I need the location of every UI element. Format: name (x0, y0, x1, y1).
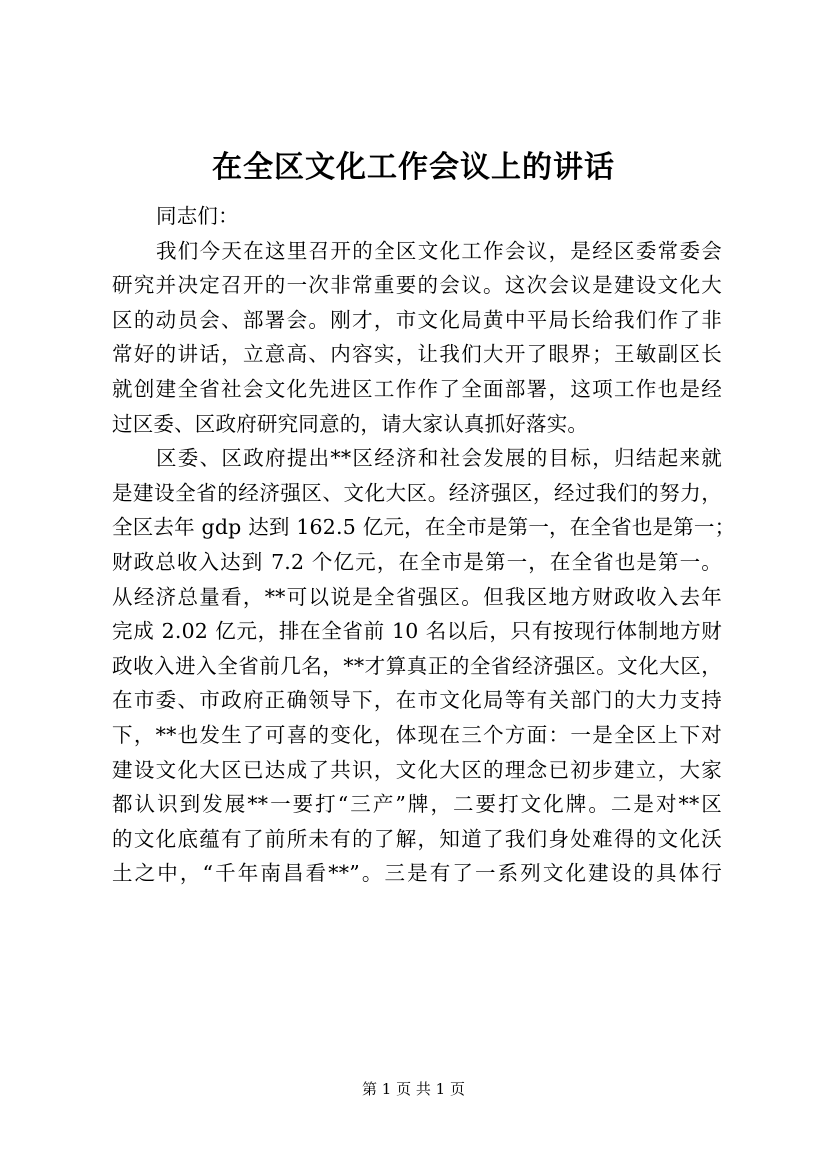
body-line: 研究并决定召开的一次非常重要的会议。这次会议是建设文化大 (112, 273, 722, 298)
body-line: 完成 2.02 亿元，排在全省前 10 名以后，只有按现行体制地方财 (112, 619, 722, 644)
body-line: 从经济总量看，**可以说是全省强区。但我区地方财政收入去年 (112, 584, 722, 609)
body-line: 就创建全省社会文化先进区工作作了全面部署，这项工作也是经 (112, 376, 722, 401)
body-line: 全区去年 gdp 达到 162.5 亿元，在全市是第一，在全省也是第一； (112, 515, 736, 540)
salutation-line: 同志们： (156, 204, 239, 228)
body-line: 政收入进入全省前几名，**才算真正的全省经济强区。文化大区， (112, 653, 722, 678)
body-line: 区委、区政府提出**区经济和社会发展的目标，归结起来就 (156, 446, 722, 471)
document-title: 在全区文化工作会议上的讲话 (212, 150, 615, 185)
body-line: 常好的讲话，立意高、内容实，让我们大开了眼界；王敏副区长 (112, 342, 722, 367)
document-body (112, 199, 736, 891)
page-number-footer: 第 1 页 共 1 页 (362, 1080, 465, 1098)
body-line: 都认识到发展**一要打“三产”牌，二要打文化牌。二是对**区 (112, 792, 722, 817)
body-line: 下，**也发生了可喜的变化，体现在三个方面：一是全区上下对 (112, 722, 722, 747)
body-line: 区的动员会、部署会。刚才，市文化局黄中平局长给我们作了非 (112, 307, 722, 332)
body-line: 建设文化大区已达成了共识，文化大区的理念已初步建立，大家 (112, 757, 722, 782)
body-line: 土之中，“千年南昌看**”。三是有了一系列文化建设的具体行 (112, 861, 722, 886)
body-line: 我们今天在这里召开的全区文化工作会议，是经区委常委会 (156, 238, 722, 263)
body-line: 是建设全省的经济强区、文化大区。经济强区，经过我们的努力， (112, 480, 722, 505)
body-line: 过区委、区政府研究同意的，请大家认真抓好落实。 (112, 411, 589, 436)
body-line: 在市委、市政府正确领导下，在市文化局等有关部门的大力支持 (112, 688, 722, 713)
body-line: 财政总收入达到 7.2 个亿元，在全市是第一，在全省也是第一。 (112, 549, 722, 574)
body-line: 的文化底蕴有了前所未有的了解，知道了我们身处难得的文化沃 (112, 826, 722, 851)
